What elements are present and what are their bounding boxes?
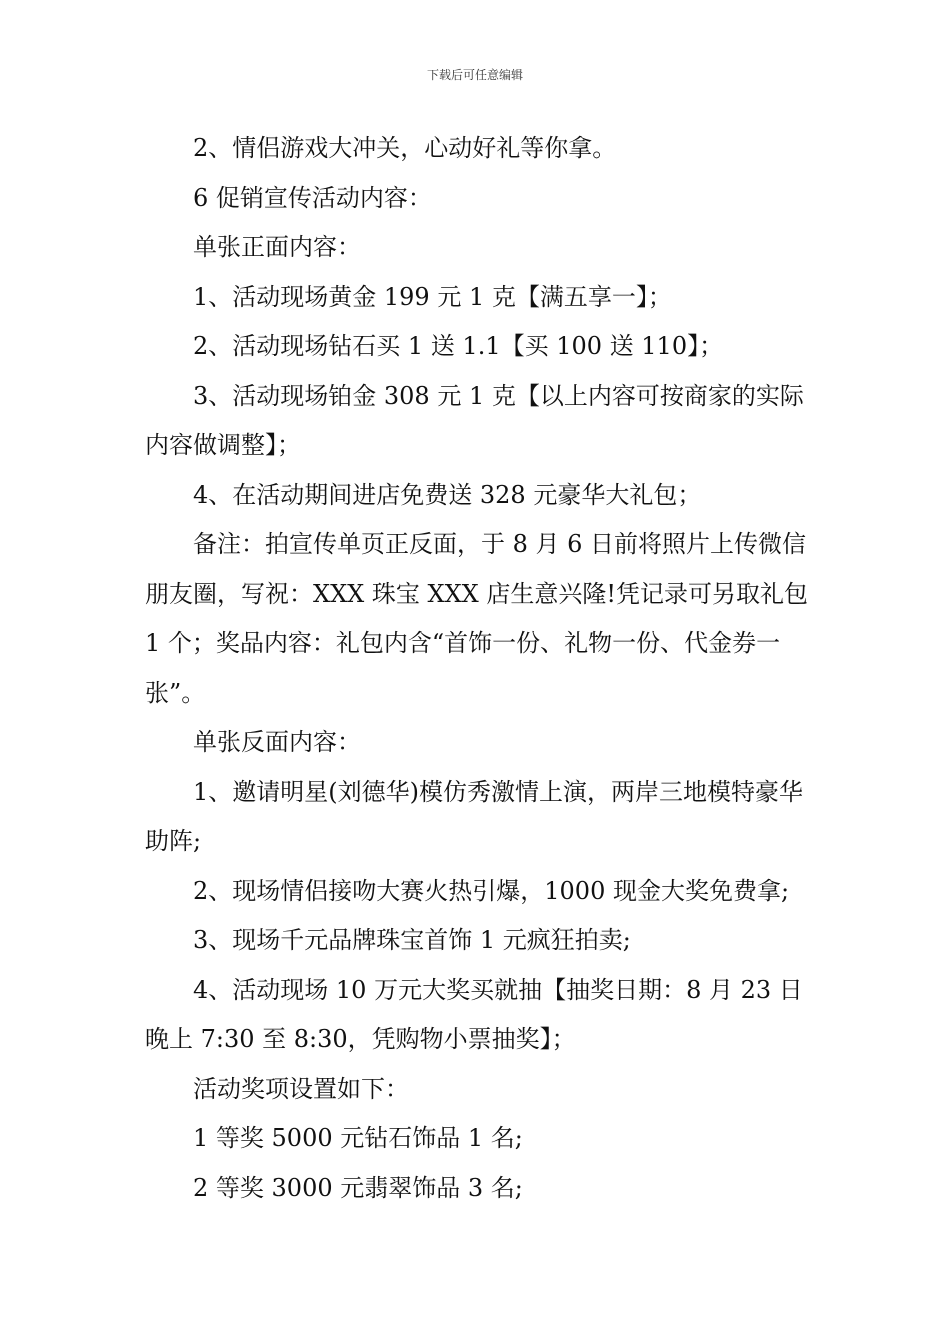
paragraph-prize-1: 1 等奖 5000 元钻石饰品 1 名; [193,1124,523,1152]
paragraph-prize-heading: 活动奖项设置如下： [193,1074,409,1103]
header-note: 下载后可任意编辑 [426,68,523,82]
paragraph-promo-heading: 6 促销宣传活动内容： [193,183,432,212]
paragraph-back-item-1: 1、邀请明星(刘德华)模仿秀激情上演，两岸三地模特豪华助阵; [145,777,803,855]
paragraph-back-item-3: 3、现场千元品牌珠宝首饰 1 元疯狂拍卖; [193,926,631,954]
paragraph-couple-game: 2、情侣游戏大冲关，心动好礼等你拿。 [193,134,617,162]
paragraph-back-heading: 单张反面内容： [193,728,361,756]
paragraph-prize-2: 2 等奖 3000 元翡翠饰品 3 名; [193,1173,523,1202]
paragraph-front-item-3: 3、活动现场铂金 308 元 1 克【以上内容可按商家的实际内容做调整】； [145,381,804,459]
paragraph-front-item-2: 2、活动现场钻石买 1 送 1.1【买 100 送 110】； [193,332,724,360]
paragraph-remark: 备注：拍宣传单页正反面，于 8 月 6 日前将照片上传微信朋友圈，写祝：XXX 珠宝 XXX 店生意兴隆!凭记录可另取礼包 1 个；奖品内容：礼包内含“首饰一份、礼物一份、代金券一张”。 [145,530,809,707]
paragraph-front-item-1: 1、活动现场黄金 199 元 1 克【满五享一】； [193,282,672,311]
paragraph-front-item-4: 4、在活动期间进店免费送 328 元豪华大礼包； [193,480,702,509]
paragraph-back-item-4: 4、活动现场 10 万元大奖买就抽【抽奖日期：8 月 23 日晚上 7:30 至 8:30，凭购物小票抽奖】； [145,975,803,1053]
paragraph-back-item-2: 2、现场情侣接吻大赛火热引爆，1000 现金大奖免费拿; [193,876,790,905]
paragraph-front-heading: 单张正面内容： [193,233,361,261]
document-body [145,124,810,1213]
